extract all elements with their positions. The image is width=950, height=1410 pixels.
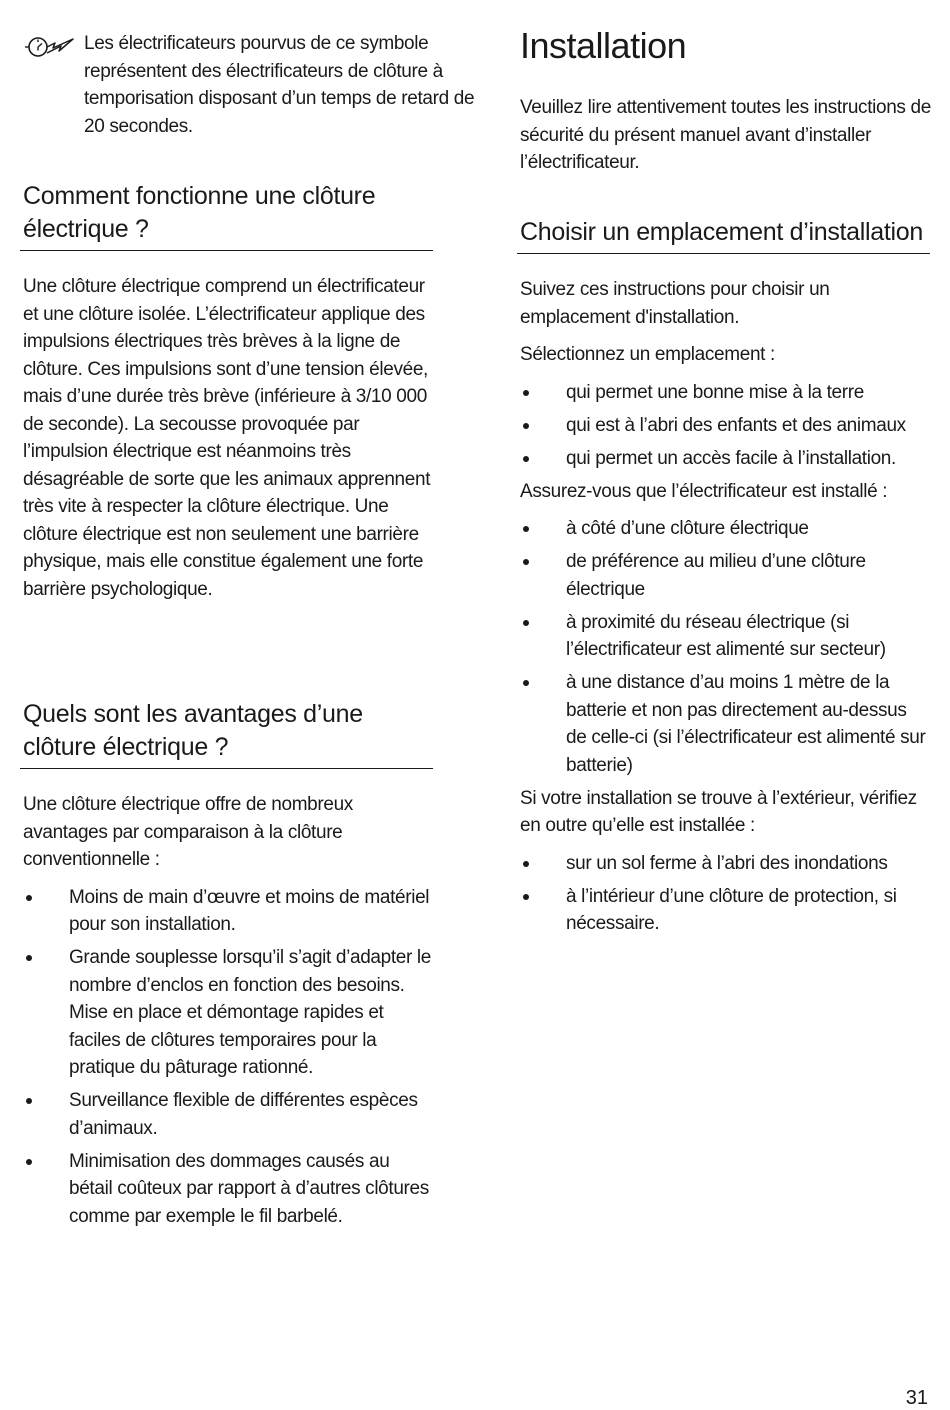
- list-item: de préférence au milieu d’une clôture électrique: [517, 548, 930, 603]
- symbol-description: Les électrificateurs pourvus de ce symbole représentent des électrificateurs de clôture à temporisation disposant d’un temps de retard de 20 secondes.: [84, 33, 475, 137]
- section-advantages: [20, 698, 433, 1236]
- section-how-it-works: [20, 180, 433, 603]
- list-item: à une distance d’au moins 1 mètre de la batterie et non pas directement au-dessus de celle-ci (si l’électrificateur est alimenté sur batterie): [517, 669, 930, 779]
- list-item: sur un sol ferme à l’abri des inondations: [517, 850, 930, 878]
- select-location-label: Sélectionnez un emplacement :: [520, 344, 775, 365]
- list-item: Moins de main d’œuvre et moins de matériel pour son installation.: [20, 884, 433, 939]
- symbol-note: [20, 30, 480, 140]
- list-item: qui permet un accès facile à l’installation.: [517, 445, 930, 473]
- outdoor-criteria-list: [517, 850, 930, 938]
- timer-energizer-icon: [23, 34, 75, 60]
- list-item: à l’intérieur d’une clôture de protection, si nécessaire.: [517, 883, 930, 938]
- installation-intro: Veuillez lire attentivement toutes les instructions de sécurité du présent manuel avant d’installer l’électrificateur.: [520, 97, 931, 173]
- location-criteria-list: [517, 379, 930, 473]
- installed-check-label: Assurez-vous que l’électrificateur est installé :: [520, 480, 888, 502]
- list-item: à côté d’une clôture électrique: [517, 515, 930, 543]
- section-choose-location: [517, 216, 930, 943]
- section-heading: Comment fonctionne une clôture électrique ?: [20, 180, 433, 251]
- list-item: Surveillance flexible de différentes espèces d’animaux.: [20, 1087, 433, 1142]
- page-title: Installation: [520, 25, 687, 66]
- list-item: qui permet une bonne mise à la terre: [517, 379, 930, 407]
- section-heading: Choisir un emplacement d’installation: [517, 216, 930, 254]
- list-item: à proximité du réseau électrique (si l’électrificateur est alimenté sur secteur): [517, 609, 930, 664]
- installed-criteria-list: [517, 515, 930, 779]
- section-heading: Quels sont les avantages d’une clôture électrique ?: [20, 698, 433, 769]
- section-intro: Une clôture électrique offre de nombreux avantages par comparaison à la clôture conventionnelle :: [23, 794, 353, 870]
- advantages-list: [20, 884, 433, 1231]
- page-number: 31: [905, 1387, 928, 1409]
- outdoor-check-label: Si votre installation se trouve à l’extérieur, vérifiez en outre qu’elle est installée :: [520, 787, 917, 836]
- section-body: Une clôture électrique comprend un électrificateur et une clôture isolée. L’électrificateur applique des impulsions électriques très brèves à la ligne de clôture. Ces impulsions sont d’une tension élevée, mais d’une durée très brève (inférieure à 3/10 000 de seconde). La secousse provoquée par l’impulsion électrique est néanmoins très désagréable de sorte que les animaux apprennent très vite à respecter la clôture électrique. Une clôture électrique est non seulement une barrière physique, mais elle constitue également une forte barrière psychologique.: [23, 276, 431, 600]
- list-item: qui est à l’abri des enfants et des animaux: [517, 412, 930, 440]
- list-item: Minimisation des dommages causés au bétail coûteux par rapport à d’autres clôtures comme par exemple le fil barbelé.: [20, 1148, 433, 1231]
- list-item: Grande souplesse lorsqu’il s’agit d’adapter le nombre d’enclos en fonction des besoins. Mise en place et démontage rapides et faciles de clôtures temporaires pour la pratique du pâturage rationné.: [20, 944, 433, 1082]
- location-instructions: Suivez ces instructions pour choisir un emplacement d'installation.: [520, 279, 830, 328]
